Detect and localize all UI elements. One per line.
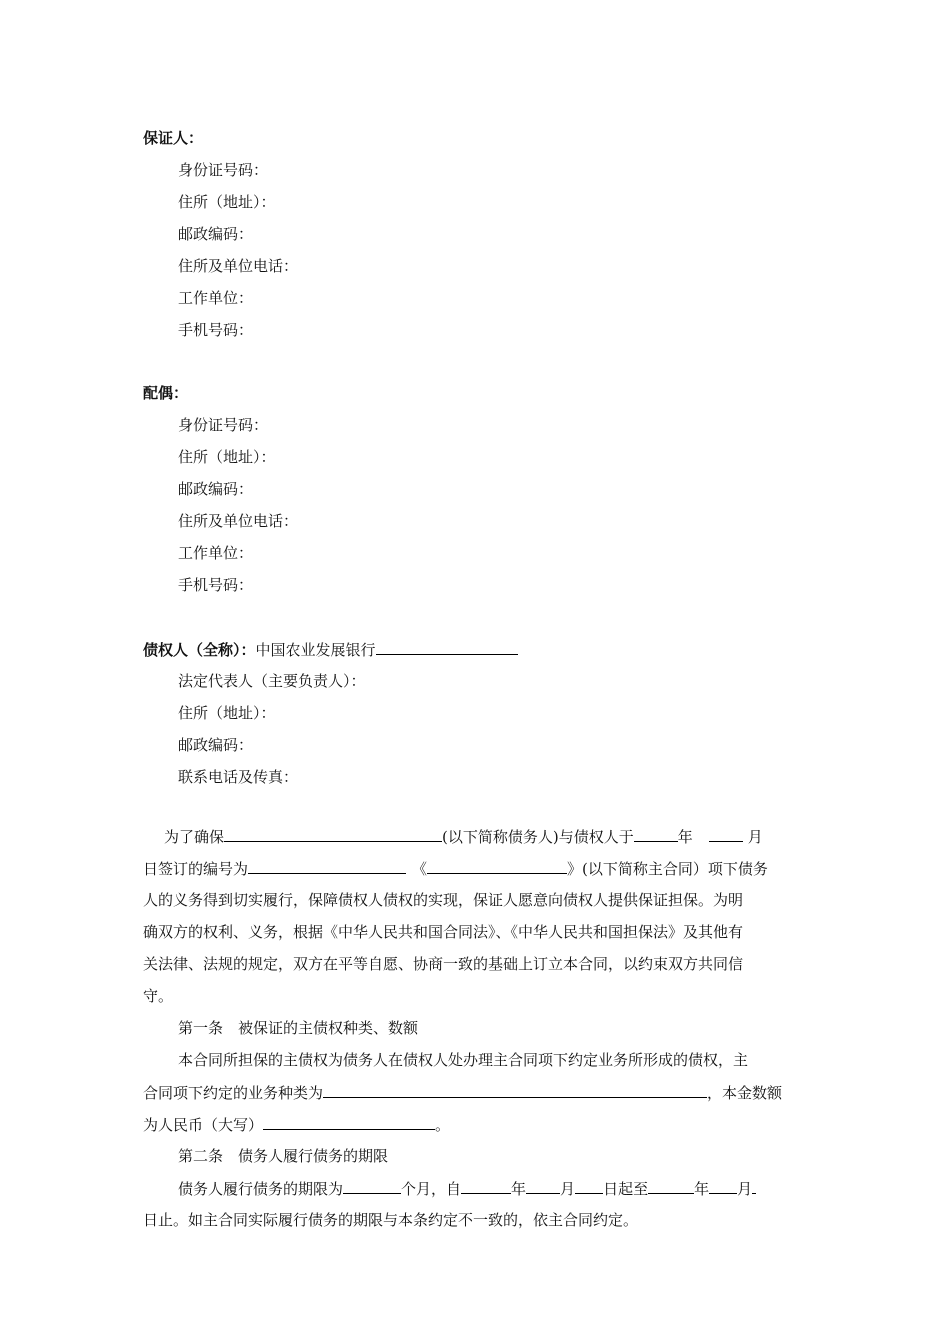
preamble-text: (以下简称债务人)与债权人于 xyxy=(442,828,634,846)
article-text: 合同项下约定的业务种类为 xyxy=(143,1084,324,1102)
guarantor-employer: 工作单位： xyxy=(178,289,254,307)
article-1-line-1: 本合同所担保的主债权为债务人在债权人处办理主合同项下约定业务所形成的债权，主 xyxy=(178,1051,749,1069)
preamble-line-5: 关法律、法规的规定，双方在平等自愿、协商一致的基础上订立本合同，以约束双方共同信 xyxy=(143,955,744,973)
start-month-blank[interactable] xyxy=(526,1178,560,1194)
spouse-mobile: 手机号码： xyxy=(178,576,254,594)
preamble-line-4: 确双方的权利、义务，根据《中华人民共和国合同法》、《中华人民共和国担保法》及其他有 xyxy=(143,923,744,941)
spouse-id-number: 身份证号码： xyxy=(178,416,269,434)
guarantor-phone: 住所及单位电话： xyxy=(178,257,299,275)
principal-amount-blank[interactable] xyxy=(263,1114,435,1130)
spouse-employer: 工作单位： xyxy=(178,544,254,562)
creditor-heading: 债权人（全称）： xyxy=(143,641,256,659)
article-text: 。 xyxy=(435,1116,451,1134)
spouse-postcode: 邮政编码： xyxy=(178,480,254,498)
article-text: 债务人履行债务的期限为 xyxy=(178,1180,344,1198)
preamble-line-2 xyxy=(143,858,768,879)
article-text: 年 xyxy=(511,1180,527,1198)
creditor-postcode: 邮政编码： xyxy=(178,736,254,754)
guarantor-id-number: 身份证号码： xyxy=(178,161,269,179)
sign-month-blank[interactable] xyxy=(709,826,743,842)
preamble-text: 年 xyxy=(677,828,693,846)
start-year-blank[interactable] xyxy=(461,1178,511,1194)
article-1-line-3 xyxy=(143,1114,450,1135)
creditor-line xyxy=(143,639,518,660)
preamble-text: 日签订的编号为 xyxy=(143,860,249,878)
creditor-address: 住所（地址）： xyxy=(178,704,276,722)
preamble-line-1 xyxy=(164,826,763,847)
article-2-title: 第二条 债务人履行债务的期限 xyxy=(178,1147,389,1165)
spouse-phone: 住所及单位电话： xyxy=(178,512,299,530)
end-year-blank[interactable] xyxy=(648,1178,694,1194)
preamble-text: 月 xyxy=(747,828,763,846)
end-month-blank[interactable] xyxy=(709,1178,737,1194)
preamble-text: 《 xyxy=(412,860,428,878)
end-day-blank[interactable] xyxy=(752,1178,756,1194)
preamble-text: 为了确保 xyxy=(164,828,225,846)
article-1-title: 第一条 被保证的主债权种类、数额 xyxy=(178,1019,419,1037)
contract-number-blank[interactable] xyxy=(248,858,406,874)
article-text: 个月，自 xyxy=(401,1180,462,1198)
creditor-phone-fax: 联系电话及传真： xyxy=(178,768,299,786)
article-text: 日起至 xyxy=(603,1180,649,1198)
debtor-name-blank[interactable] xyxy=(224,826,442,842)
business-type-blank[interactable] xyxy=(323,1082,707,1098)
creditor-name-blank[interactable] xyxy=(376,639,518,655)
preamble-text: 》(以下简称主合同）项下债务 xyxy=(567,860,768,878)
article-2-line-2: 日止。如主合同实际履行债务的期限与本条约定不一致的，依主合同约定。 xyxy=(143,1211,639,1229)
article-text: ，本金数额 xyxy=(707,1084,783,1102)
spouse-heading: 配偶： xyxy=(143,384,189,402)
start-day-blank[interactable] xyxy=(575,1178,603,1194)
guarantor-heading: 保证人： xyxy=(143,129,204,147)
guarantor-address: 住所（地址）： xyxy=(178,193,276,211)
spouse-address: 住所（地址）： xyxy=(178,448,276,466)
guarantor-mobile: 手机号码： xyxy=(178,321,254,339)
article-text: 为人民币（大写） xyxy=(143,1116,264,1134)
sign-year-blank[interactable] xyxy=(634,826,678,842)
article-text: 年 xyxy=(694,1180,710,1198)
article-text: 月 xyxy=(737,1180,753,1198)
preamble-line-6: 守。 xyxy=(143,987,174,1005)
guarantor-postcode: 邮政编码： xyxy=(178,225,254,243)
contract-title-blank[interactable] xyxy=(427,858,567,874)
article-1-line-2 xyxy=(143,1082,782,1103)
preamble-line-3: 人的义务得到切实履行，保障债权人债权的实现，保证人愿意向债权人提供保证担保。为明 xyxy=(143,891,744,909)
creditor-name: 中国农业发展银行 xyxy=(255,641,376,659)
creditor-representative: 法定代表人（主要负责人）： xyxy=(178,672,366,690)
term-months-blank[interactable] xyxy=(343,1178,401,1194)
article-2-line-1 xyxy=(178,1178,756,1199)
article-text: 月 xyxy=(560,1180,576,1198)
